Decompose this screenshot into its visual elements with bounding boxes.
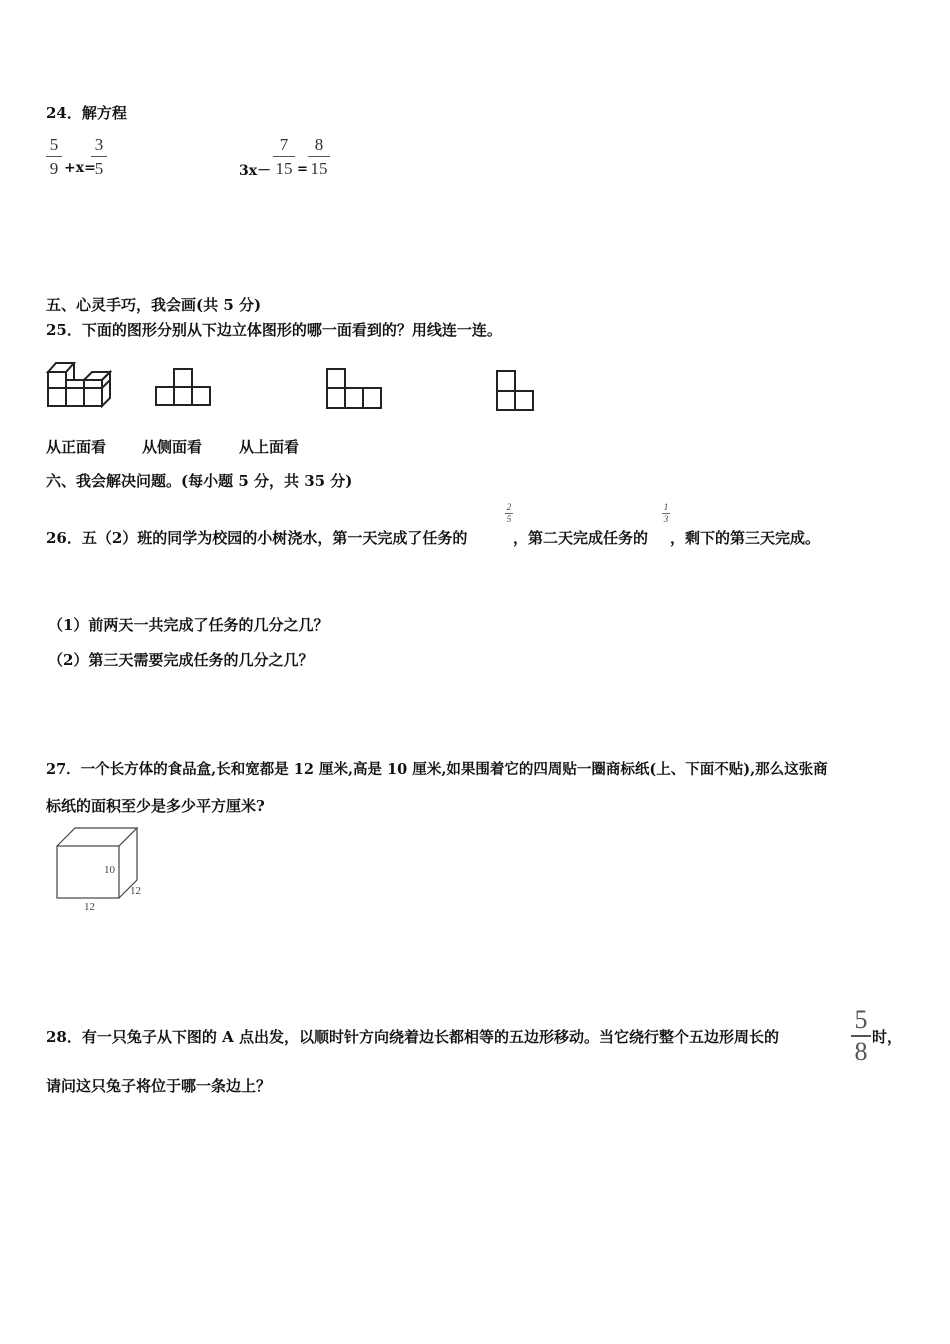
eq2-middle: = <box>297 162 308 177</box>
eq1-frac2-numerator: 3 <box>94 135 104 154</box>
view-figure-1 <box>155 366 211 408</box>
eq1-frac1-numerator: 5 <box>49 135 59 154</box>
eq1-middle: +x= <box>64 160 96 176</box>
eq2-frac1-numerator: 7 <box>279 135 289 154</box>
eq2-fraction-1 <box>273 136 295 177</box>
section6-title: 六、我会解决问题。(每小题 5 分，共 35 分) <box>46 472 353 490</box>
eq2-fraction-2 <box>308 136 330 177</box>
eq2-frac2-denominator: 15 <box>310 159 328 178</box>
q26-frac2-denominator: 3 <box>663 514 669 524</box>
q27-text-line2: 标纸的面积至少是多少平方厘米? <box>46 797 265 815</box>
label-front-view: 从正面看 <box>46 438 107 456</box>
q28-text-line1-part2: 时， <box>872 1028 903 1046</box>
label-top-view: 从上面看 <box>239 438 300 456</box>
q26-text-part1: 26．五（2）班的同学为校园的小树浇水，第一天完成了任务的 <box>46 529 468 547</box>
q28-fraction <box>851 1007 871 1065</box>
eq2-prefix: 3x－ <box>239 163 272 179</box>
solid-figure <box>46 358 118 410</box>
q24-label: 24．解方程 <box>46 104 127 122</box>
q27-text-line1: 27．一个长方体的食品盒,长和宽都是 12 厘米,高是 10 厘米,如果围着它的四周贴一圈商标纸(上、下面不贴),那么这张商 <box>46 761 828 778</box>
cuboid-figure <box>55 826 150 916</box>
eq1-fraction-2 <box>91 136 107 177</box>
q25-text: 25．下面的图形分别从下边立体图形的哪一面看到的？用线连一连。 <box>46 321 502 339</box>
q28-text-line2: 请问这只兔子将位于哪一条边上？ <box>46 1077 272 1095</box>
view-figure-2 <box>326 368 382 410</box>
q26-frac1-numerator: 2 <box>506 502 512 512</box>
q28-frac-numerator: 5 <box>854 1005 868 1034</box>
section5-title: 五、心灵手巧，我会画(共 5 分) <box>46 296 262 314</box>
q26-text-part2: ，第二天完成任务的 <box>513 529 649 547</box>
cuboid-width-label: 12 <box>130 885 141 897</box>
label-side-view: 从侧面看 <box>142 438 203 456</box>
eq1-frac2-denominator: 5 <box>94 159 104 178</box>
q26-subquestion-2: （2）第三天需要完成任务的几分之几？ <box>48 651 314 669</box>
eq2-frac1-denominator: 15 <box>275 159 293 178</box>
eq1-frac1-denominator: 9 <box>49 159 59 178</box>
q26-subquestion-1: （1）前两天一共完成了任务的几分之几？ <box>48 616 329 634</box>
cuboid-height-label: 10 <box>104 864 115 876</box>
q26-fraction-2 <box>662 503 670 524</box>
cuboid-length-label: 12 <box>84 901 95 913</box>
q26-text-part3: ，剩下的第三天完成。 <box>670 529 821 547</box>
eq2-frac2-numerator: 8 <box>314 135 324 154</box>
view-figure-3 <box>496 369 536 413</box>
q28-frac-denominator: 8 <box>854 1037 868 1066</box>
q26-frac1-denominator: 5 <box>506 514 512 524</box>
q28-text-line1-part1: 28．有一只兔子从下图的 A 点出发，以顺时针方向绕着边长都相等的五边形移动。当它绕行整个五边形周长的 <box>46 1028 779 1046</box>
eq1-fraction-1 <box>46 136 62 177</box>
q26-fraction-1 <box>505 503 513 524</box>
q26-frac2-numerator: 1 <box>663 502 669 512</box>
